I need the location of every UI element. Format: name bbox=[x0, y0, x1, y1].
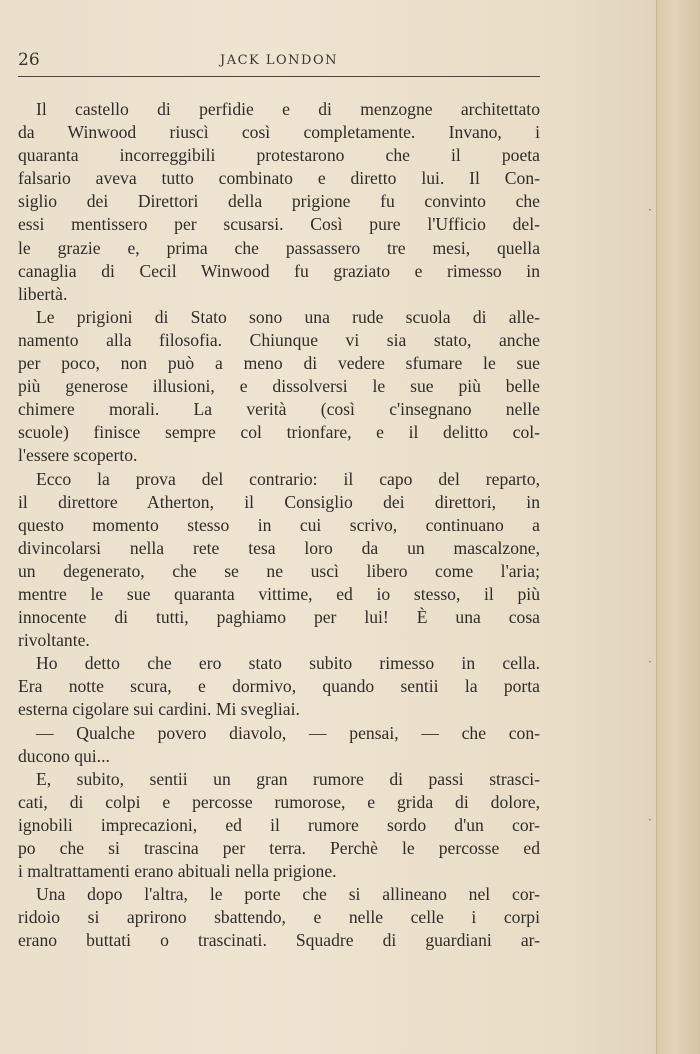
text-line: canaglia di Cecil Winwood fu graziato e rimesso in bbox=[18, 260, 540, 281]
text-line: l'essere scoperto. bbox=[18, 445, 138, 466]
text-line: chimere morali. La verità (così c'insegnano nelle bbox=[18, 399, 540, 420]
text-line: E, subito, sentii un gran rumore di passi strasci- bbox=[36, 768, 540, 789]
margin-speck: · bbox=[648, 203, 652, 217]
text-line: scuole) finisce sempre col trionfare, e il delitto col- bbox=[18, 422, 540, 443]
running-head: JACK LONDON bbox=[219, 53, 338, 68]
text-line: più generose illusioni, e dissolversi le sue più belle bbox=[18, 376, 540, 397]
text-line: mentre le sue quaranta vittime, ed io stesso, il più bbox=[18, 583, 540, 604]
header-rule bbox=[18, 76, 540, 77]
margin-speck: · bbox=[648, 813, 652, 827]
text-line: Una dopo l'altra, le porte che si allineano nel cor- bbox=[36, 884, 540, 905]
text-line: namento alla filosofia. Chiunque vi sia stato, anche bbox=[18, 329, 540, 350]
text-line: il direttore Atherton, il Consiglio dei direttori, in bbox=[18, 491, 540, 512]
text-line: rivoltante. bbox=[18, 630, 90, 651]
text-line: libertà. bbox=[18, 283, 68, 304]
book-gutter bbox=[656, 0, 700, 1054]
text-line: erano buttati o trascinati. Squadre di guardiani ar- bbox=[18, 930, 540, 951]
text-line: Era notte scura, e dormivo, quando sentii la porta bbox=[18, 676, 540, 697]
text-line: i maltrattamenti erano abituali nella prigione. bbox=[18, 861, 337, 882]
page-header bbox=[18, 48, 540, 74]
text-line: Le prigioni di Stato sono una rude scuola di alle- bbox=[36, 306, 540, 327]
text-line: Il castello di perfidie e di menzogne architettato bbox=[36, 99, 540, 119]
text-line: ducono qui... bbox=[18, 745, 110, 766]
text-line: da Winwood riuscì così completamente. Invano, i bbox=[18, 122, 540, 143]
text-line: cati, di colpi e percosse rumorose, e grida di dolore, bbox=[18, 791, 540, 812]
text-line: falsario aveva tutto combinato e diretto lui. Il Con- bbox=[18, 168, 540, 189]
text-line: ignobili imprecazioni, ed il rumore sordo d'un cor- bbox=[18, 814, 540, 835]
text-line: esterna cigolare sui cardini. Mi svegliai. bbox=[18, 699, 300, 720]
text-line: innocente di tutti, paghiamo per lui! È una cosa bbox=[18, 607, 540, 628]
text-line: quaranta incorreggibili protestarono che il poeta bbox=[18, 145, 540, 166]
text-line: Ecco la prova del contrario: il capo del reparto, bbox=[36, 468, 540, 489]
text-line: Ho detto che ero stato subito rimesso in cella. bbox=[36, 653, 540, 674]
margin-speck: · bbox=[648, 655, 652, 669]
text-line: questo momento stesso in cui scrivo, continuano a bbox=[18, 514, 540, 535]
text-line: le grazie e, prima che passassero tre mesi, quella bbox=[18, 237, 540, 258]
text-line: essi mentissero per scusarsi. Così pure l'Ufficio del- bbox=[18, 214, 540, 235]
text-line: ridoio si aprirono sbattendo, e nelle celle i corpi bbox=[18, 907, 540, 928]
text-line: — Qualche povero diavolo, — pensai, — che con- bbox=[36, 722, 540, 743]
text-line: per poco, non può a meno di vedere sfumare le sue bbox=[18, 353, 540, 374]
text-line: siglio dei Direttori della prigione fu convinto che bbox=[18, 191, 540, 212]
text-line: po che si trascina per terra. Perchè le percosse ed bbox=[18, 838, 540, 858]
text-line: un degenerato, che se ne uscì libero come l'aria; bbox=[18, 560, 540, 581]
page-number: 26 bbox=[18, 50, 40, 70]
text-line: divincolarsi nella rete tesa loro da un mascalzone, bbox=[18, 537, 540, 558]
body-text bbox=[18, 98, 540, 952]
